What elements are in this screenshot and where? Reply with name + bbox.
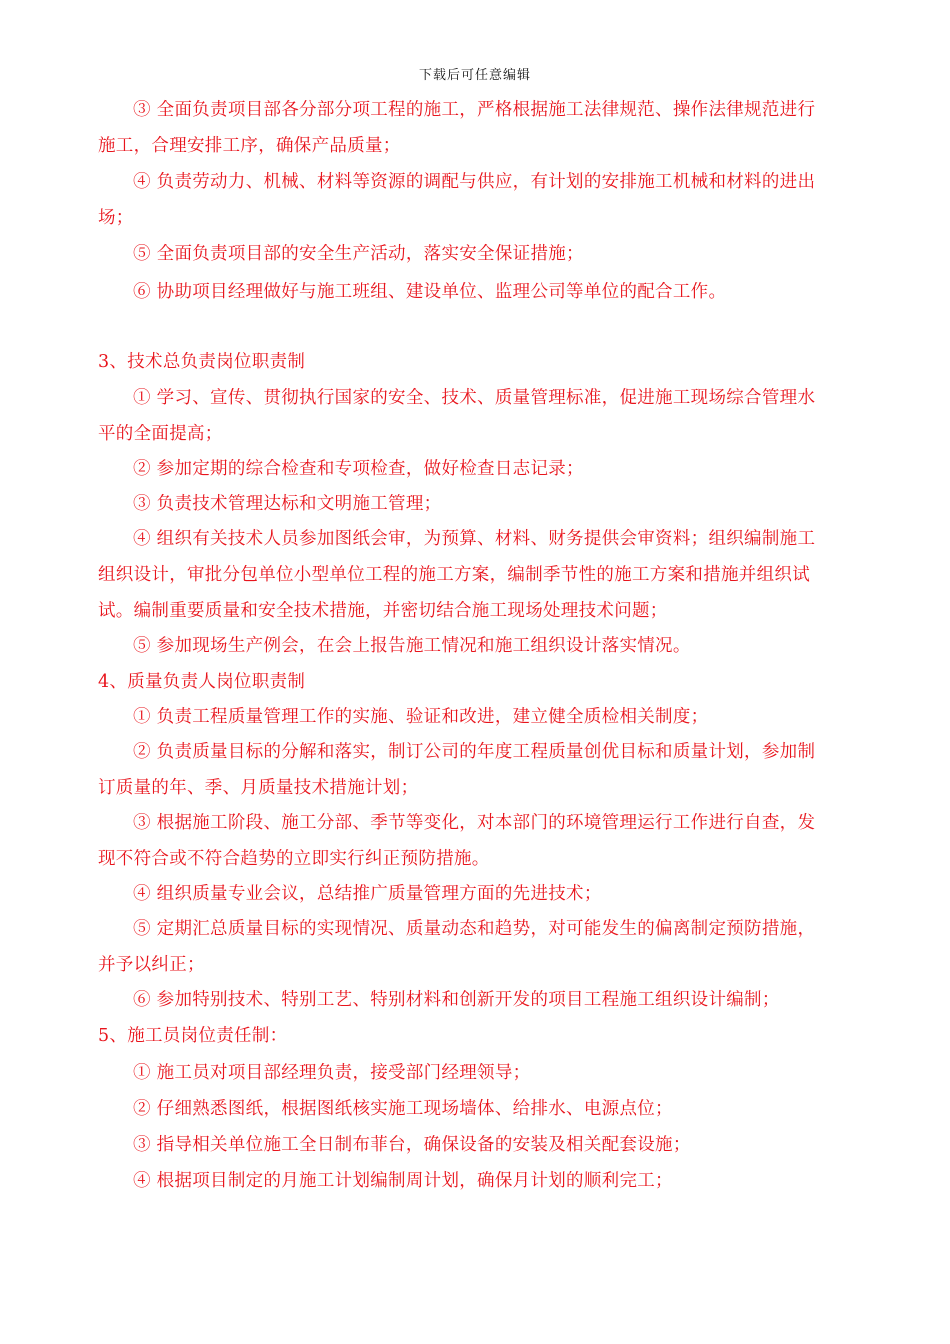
text-line: ⑥ 协助项目经理做好与施工班组、建设单位、监理公司等单位的配合工作。 [133,282,727,302]
text-line: ④ 组织质量专业会议，总结推广质量管理方面的先进技术； [133,884,602,904]
text-line: ② 负责质量目标的分解和落实，制订公司的年度工程质量创优目标和质量计划，参加制 [133,742,816,762]
text-line: ③ 负责技术管理达标和文明施工管理； [133,494,442,514]
section-heading-3: 3、技术总负责岗位职责制 [98,352,306,372]
section-heading-5: 5、施工员岗位责任制： [98,1026,288,1046]
text-line: 组织设计，审批分包单位小型单位工程的施工方案，编制季节性的施工方案和措施并组织试 [98,565,810,585]
text-line: ④ 负责劳动力、机械、材料等资源的调配与供应，有计划的安排施工机械和材料的进出 [133,172,816,192]
text-line: ① 施工员对项目部经理负责，接受部门经理领导； [133,1063,531,1083]
text-line: ② 参加定期的综合检查和专项检查，做好检查日志记录； [133,459,584,479]
text-line: ⑤ 定期汇总质量目标的实现情况、质量动态和趋势，对可能发生的偏离制定预防措施， [133,919,816,939]
text-line: ① 负责工程质量管理工作的实施、验证和改进，建立健全质检相关制度； [133,707,709,727]
text-line: 现不符合或不符合趋势的立即实行纠正预防措施。 [98,849,490,869]
text-line: ③ 全面负责项目部各分部分项工程的施工，严格根据施工法律规范、操作法律规范进行 [133,100,816,120]
text-line: ④ 根据项目制定的月施工计划编制周计划，确保月计划的顺利完工； [133,1171,673,1191]
text-line: ⑤ 全面负责项目部的安全生产活动，落实安全保证措施； [133,244,584,264]
text-line: ③ 根据施工阶段、施工分部、季节等变化，对本部门的环境管理运行工作进行自查，发 [133,813,816,833]
text-line: 场； [98,208,134,228]
section-heading-4: 4、质量负责人岗位职责制 [98,672,306,692]
text-line: 施工，合理安排工序，确保产品质量； [98,136,401,156]
text-line: ⑤ 参加现场生产例会，在会上报告施工情况和施工组织设计落实情况。 [133,636,691,656]
text-line: 并予以纠正； [98,955,205,975]
text-line: 平的全面提高； [98,424,223,444]
text-line: ⑥ 参加特别技术、特别工艺、特别材料和创新开发的项目工程施工组织设计编制； [133,990,780,1010]
text-line: ① 学习、宣传、贯彻执行国家的安全、技术、质量管理标准，促进施工现场综合管理水 [133,388,816,408]
text-line: ④ 组织有关技术人员参加图纸会审，为预算、材料、财务提供会审资料；组织编制施工 [133,529,816,549]
text-line: ② 仔细熟悉图纸，根据图纸核实施工现场墙体、给排水、电源点位； [133,1099,673,1119]
page-header: 下载后可任意编辑 [418,68,531,83]
text-line: ③ 指导相关单位施工全日制布菲台，确保设备的安装及相关配套设施； [133,1135,691,1155]
text-line: 试。编制重要质量和安全技术措施，并密切结合施工现场处理技术问题； [98,601,668,621]
text-line: 订质量的年、季、月质量技术措施计划； [98,778,419,798]
